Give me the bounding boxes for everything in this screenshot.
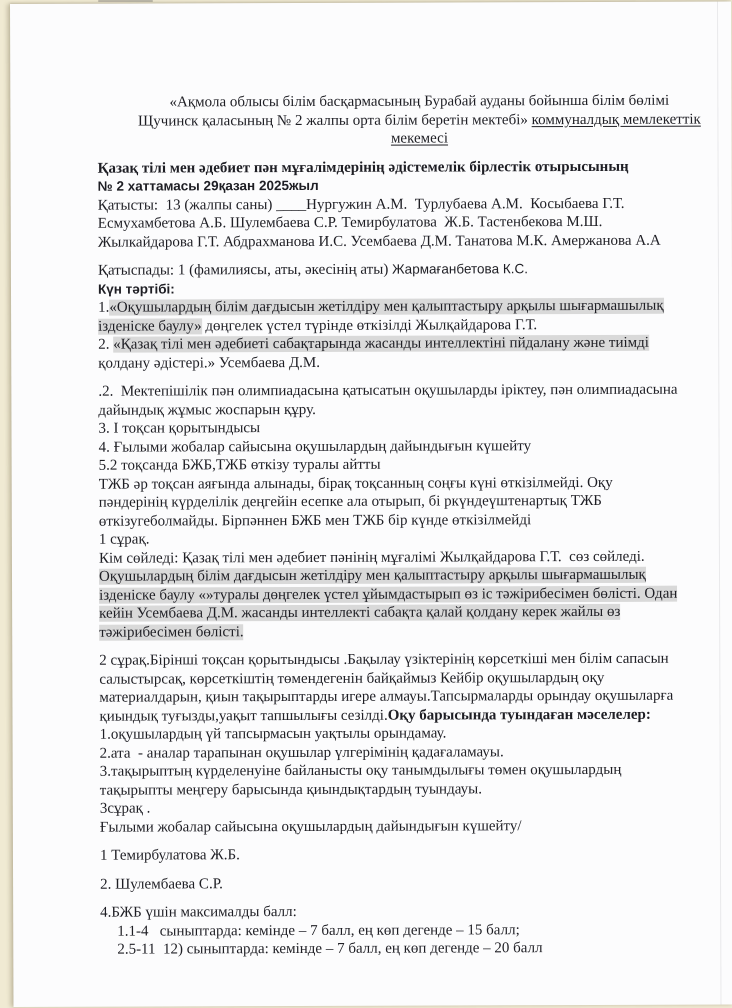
text-line [99, 584, 715, 605]
text-run: «Қазақ тілі мен әдебиеті сабақтарында жасанды интеллектіні пйдалану және тиімді [113, 334, 649, 353]
text-run: «Оқушылардың білім дағдысын жетілдіру мен қалыптастыру арқылы шығармашылық [109, 297, 664, 316]
text-line [99, 705, 715, 726]
text-line [99, 668, 715, 689]
text-line [99, 547, 715, 568]
text-run: 2.ата - аналар тарапынан оқушылар үлгерімінің қадағаламауы. [99, 743, 504, 762]
text-run: Жылкайдарова Г.Т. Абдрахманова И.С. Усембаева Д.М. Танатова М.К. Амержанова А.А [97, 232, 661, 251]
text-line [111, 128, 727, 149]
text-line [99, 455, 715, 476]
text-run: 1. [98, 299, 110, 316]
text-line [99, 436, 715, 457]
text-run: Щучинск қаласының № 2 жалпы орта білім беретін мектебі» [137, 111, 532, 130]
scanner-edge-artifact [98, 0, 153, 2]
text-run: Есмухамбетова А.Б. Шулембаева С.Р. Темирбулатова Ж.Б. Тастенбекова М.Ш. [97, 213, 603, 232]
text-line [98, 231, 714, 252]
text-line [100, 920, 716, 941]
text-run: .2. Мектепішілік пән олимпиадасына қатысатын оқушыларды іріктеу, пән олимпиадасына [98, 381, 678, 400]
text-line [98, 399, 714, 420]
text-run: тәжірибесімен бөлісті. [99, 623, 244, 641]
text-line [100, 816, 716, 837]
text-line [100, 902, 716, 923]
text-line [98, 157, 714, 178]
text-line [100, 724, 716, 745]
text-line [98, 278, 714, 299]
text-run: 2. Шулембаева С.Р. [100, 875, 223, 893]
text-line [111, 91, 727, 112]
text-run: 1.оқушылардың үй тапсырмасын уақтылы орындамау. [99, 725, 447, 743]
text-run: ізденіске баулу «»туралы дөңгелек үстел ұйымдастырып өз іс тәжірибесімен бөлісті. Одан [99, 585, 678, 604]
text-line [100, 939, 716, 960]
text-run: Оқушылардың білім дағдысын жетілдіру мен қалыптастыру арқылы шығармашылық [98, 566, 646, 585]
text-run: 4.БЖБ үшін максималды балл: [100, 904, 297, 921]
text-line [99, 650, 715, 671]
text-line [98, 260, 714, 281]
text-run: материалдарын, қиын тақырыптарды игере алмауы.Тапсырмаларды орындау оқушыларға [99, 687, 674, 706]
text-run: Қатыспады: 1 (фамилиясы, аты, әкесінің аты) [97, 261, 393, 279]
text-run: Күн тәртібі: [97, 280, 175, 297]
text-run: 2 сұрақ.Бірінші тоқсан қорытындысы .Бақылау үзіктерінің көрсеткіші мен білім сапасын [99, 650, 669, 669]
text-run: пәндерінің күрделілік деңгейін есепке ала отырып, бі ркүндеүштенартық ТЖБ [98, 492, 602, 511]
text-line [100, 761, 716, 782]
text-run: коммуналдық мемлекеттік [531, 111, 701, 128]
text-line [100, 798, 716, 819]
text-run: ТЖБ әр тоқсан аяғында алынады, бірақ тоқсанның соңғы күні өткізілмейді. Оқу [98, 474, 613, 493]
text-run: 3сұрақ . [99, 800, 151, 817]
text-run: дайындық жұмыс жоспарын құру. [98, 401, 316, 419]
text-run: қолдану әдістері.» Усембаева Д.М. [98, 354, 321, 372]
text-line [98, 213, 714, 234]
text-line [99, 566, 715, 587]
text-run: Жармағанбетова К.С. [392, 261, 528, 277]
text-run: 1 Темирбулатова Ж.Б. [99, 847, 240, 864]
text-run: тақырыпты меңгеру барысында қиындықтардың туындауы. [99, 780, 482, 799]
text-line [99, 529, 715, 550]
text-run: Оқу барысында туындаған мәселелер: [387, 706, 651, 724]
text-run: дөңгелек үстел түрінде өткізілді Жылқайдарова Г.Т. [201, 316, 538, 334]
text-run: мекемесі [390, 130, 449, 147]
text-run: 3. І тоқсан қорытындысы [98, 420, 261, 437]
text-line [98, 418, 714, 439]
text-run: Қазақ тілі мен әдебиет пән мұғалімдерінің әдістемелік бірлестік отырысының [97, 158, 629, 177]
text-run: 2. [98, 336, 114, 353]
text-line [100, 779, 716, 800]
text-run: Қатысты: 13 (жалпы саны) ____Нургужин А.М. Турлубаева А.М. Косыбаева Г.Т. [97, 195, 625, 214]
text-run: 4. Ғылыми жобалар сайысына оқушылардың дайындығын күшейту [98, 437, 532, 456]
text-line [99, 687, 715, 708]
text-line [99, 510, 715, 531]
text-line [99, 492, 715, 513]
text-line [98, 297, 714, 318]
text-line [100, 742, 716, 763]
text-line [98, 334, 714, 355]
text-run: қиындық туғызды,уақыт тапшылығы сезілді. [99, 707, 388, 725]
text-run: 1 сұрақ. [98, 531, 150, 548]
text-run: 1.1-4 сыныптарда: кемінде – 7 балл, ең көп дегенде – 15 балл; [117, 921, 520, 940]
text-line [100, 873, 716, 894]
text-line [98, 176, 714, 197]
text-run: ізденіске баулу» [98, 317, 202, 335]
text-line [111, 110, 727, 131]
text-run: № 2 хаттамасы 29қазан 2025жыл [97, 177, 319, 194]
text-run: өткізугеболмайды. Бірпәннен БЖБ мен ТЖБ бір күнде өткізілмейді [98, 511, 532, 530]
text-line [98, 315, 714, 336]
text-line [100, 845, 716, 866]
text-line [98, 352, 714, 373]
document-page [10, 1, 732, 1007]
text-run: салыстырсақ, көрсеткіштің төмендегенін байқаймыз Кейбір оқушылардың оқу [99, 669, 605, 688]
text-run: 3.тақырыптың күрделенуіне байланысты оқу танымдылығы төмен оқушылардың [99, 761, 622, 780]
text-line [99, 621, 715, 642]
text-run: «Ақмола облысы білім басқармасының Бурабай ауданы бойынша білім бөлімі [169, 92, 670, 111]
text-line [99, 473, 715, 494]
text-run: кейін Усембаева Д.М. жасанды интеллекті сабақта қалай қолдану керек жайлы өз [99, 603, 621, 622]
text-line [98, 194, 714, 215]
text-run: 2.5-11 12) сыныптарда: кемінде – 7 балл, ең көп дегенде – 20 балл [117, 940, 543, 958]
text-run: Ғылыми жобалар сайысына оқушылардың дайындығын күшейту/ [99, 817, 522, 836]
text-run: Кім сөйледі: Қазақ тілі мен әдебиет пәнінің мұғалімі Жылқайдарова Г.Т. сөз сөйледі. [98, 548, 645, 567]
text-line [98, 381, 714, 402]
text-run: 5.2 тоқсанда БЖБ,ТЖБ өткізу туралы айтты [98, 456, 381, 474]
text-line [99, 603, 715, 624]
